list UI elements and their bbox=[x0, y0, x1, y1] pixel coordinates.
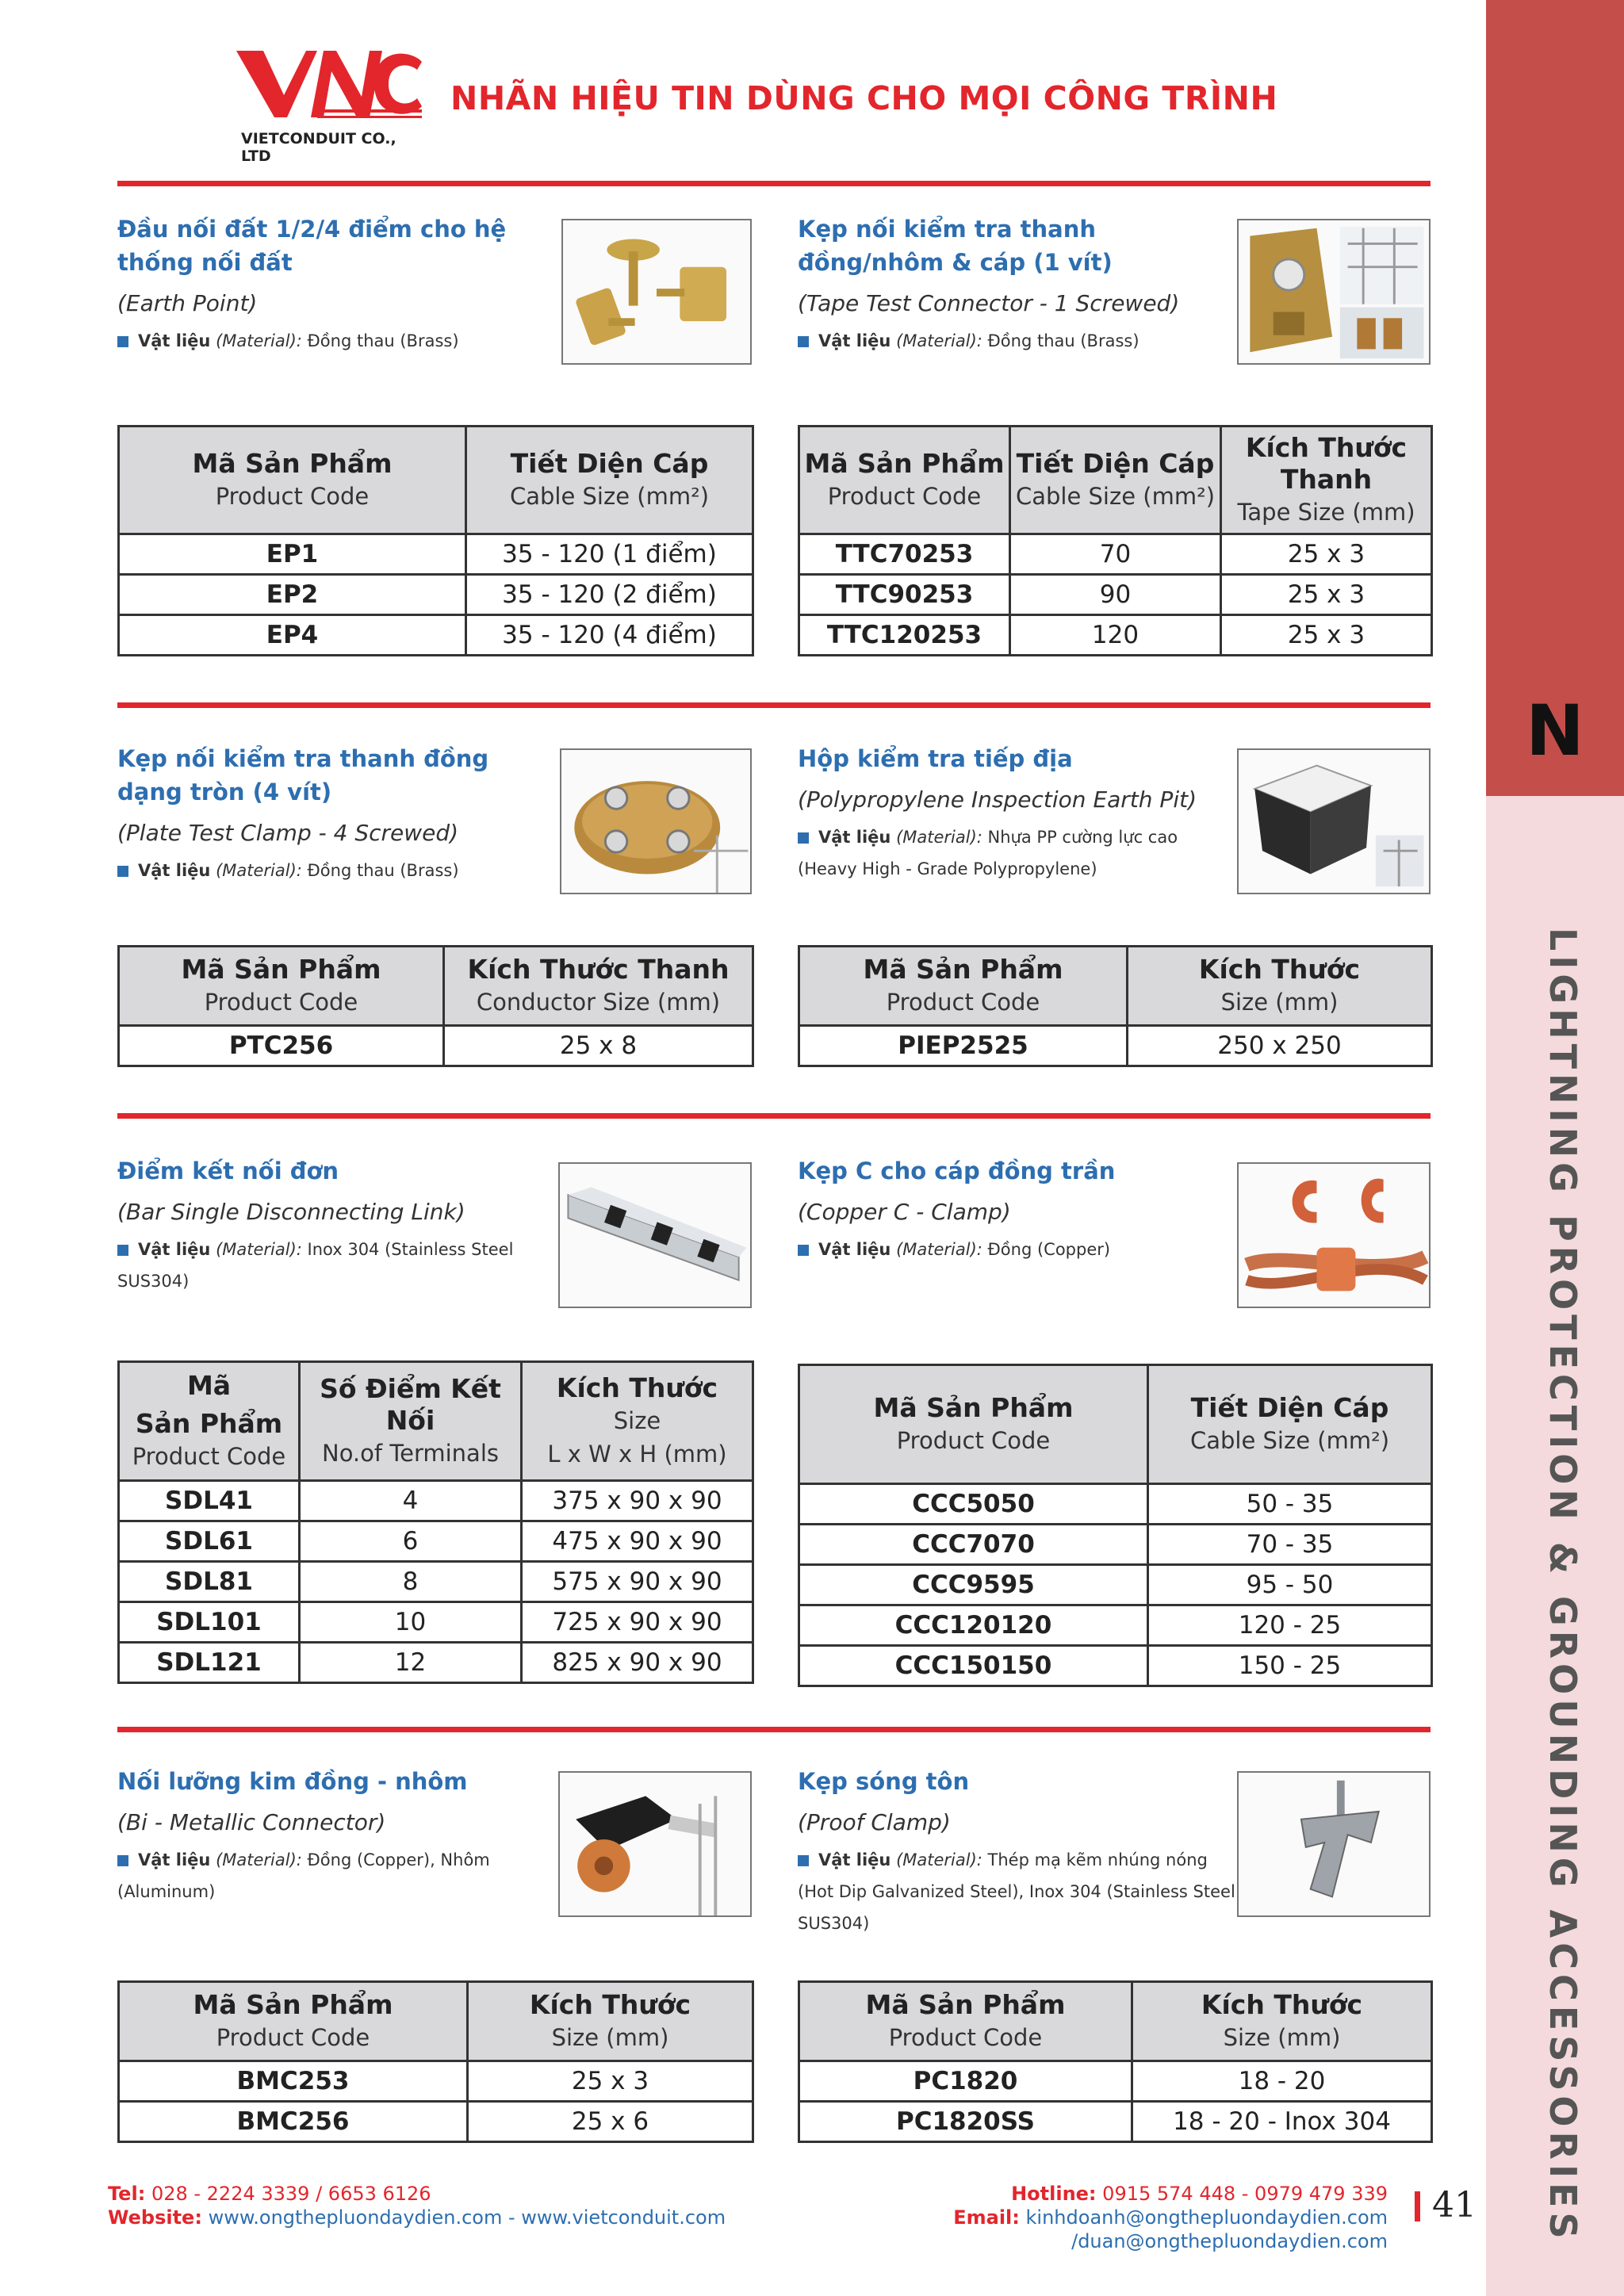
section-tab bbox=[1486, 0, 1624, 796]
footer-contact-left bbox=[108, 2182, 726, 2229]
column-header: Tiết Diện Cáp Cable Size (mm²) bbox=[466, 427, 753, 534]
product-image-bi-metallic-connector bbox=[558, 1771, 752, 1917]
table-row: CCC9595 95 - 50 bbox=[799, 1565, 1432, 1605]
page-tagline: NHÃN HIỆU TIN DÙNG CHO MỌI CÔNG TRÌNH bbox=[450, 79, 1278, 117]
column-header: Mã Sản Phẩm Product Code bbox=[799, 947, 1128, 1026]
product-image-proof-clamp bbox=[1237, 1771, 1431, 1917]
table-row: TTC90253 90 25 x 3 bbox=[799, 575, 1432, 615]
table-row: PTC256 25 x 8 bbox=[119, 1026, 753, 1066]
product-bi-metallic-connector bbox=[117, 1765, 561, 1908]
earth-pit-table bbox=[798, 945, 1433, 1067]
product-material: Vật liệu (Material): Đồng thau (Brass) bbox=[798, 325, 1242, 357]
product-title: Nối lưỡng kim đồng - nhôm bbox=[117, 1768, 468, 1795]
bullet-icon bbox=[798, 1855, 809, 1866]
bullet-icon bbox=[117, 1855, 128, 1866]
product-material-detail: (Hot Dip Galvanized Steel), Inox 304 (Stainless Steel bbox=[798, 1882, 1235, 1901]
product-material-detail: SUS304) bbox=[798, 1914, 870, 1933]
product-title: Kẹp sóng tôn bbox=[798, 1768, 970, 1795]
table-row: SDL101 10 725 x 90 x 90 bbox=[119, 1602, 753, 1643]
product-material: Vật liệu (Material): Đồng thau (Brass) bbox=[117, 325, 561, 357]
product-english-name: (Copper C - Clamp) bbox=[798, 1199, 1011, 1225]
bullet-icon bbox=[798, 832, 809, 844]
table-row: SDL61 6 475 x 90 x 90 bbox=[119, 1521, 753, 1562]
product-title: Kẹp nối kiểm tra thanh đồng dạng tròn (4 vít) bbox=[117, 745, 489, 806]
table-row: EP1 35 - 120 (1 điểm) bbox=[119, 534, 753, 575]
product-material: Vật liệu (Material): Đồng (Copper), Nhôm (Aluminum) bbox=[117, 1850, 490, 1901]
divider bbox=[117, 702, 1431, 708]
bullet-icon bbox=[117, 866, 128, 877]
footer-email: Email: kinhdoanh@ongthepluondaydien.com /duan@ongthepluondaydien.com bbox=[953, 2206, 1388, 2252]
column-header: Kích Thước Thanh Conductor Size (mm) bbox=[444, 947, 753, 1026]
table-row: CCC150150 150 - 25 bbox=[799, 1646, 1432, 1686]
product-earth-point bbox=[117, 212, 561, 357]
table-row: CCC120120 120 - 25 bbox=[799, 1605, 1432, 1646]
vnc-logo-icon bbox=[235, 46, 425, 124]
product-disconnecting-link bbox=[117, 1154, 561, 1297]
product-material: Vật liệu (Material): Thép mạ kẽm nhúng nóng bbox=[798, 1844, 1242, 1876]
footer-hotline: Hotline: 0915 574 448 - 0979 479 339 bbox=[1011, 2183, 1388, 2205]
product-title: Kẹp nối kiểm tra thanh đồng/nhôm & cáp (1 vít) bbox=[798, 216, 1113, 276]
table-row: PIEP2525 250 x 250 bbox=[799, 1026, 1432, 1066]
product-plate-test-clamp bbox=[117, 742, 561, 886]
table-row: TTC120253 120 25 x 3 bbox=[799, 615, 1432, 656]
product-title: Đầu nối đất 1/2/4 điểm cho hệ thống nối đất bbox=[117, 216, 507, 276]
table-row: EP2 35 - 120 (2 điểm) bbox=[119, 575, 753, 615]
bullet-icon bbox=[798, 336, 809, 347]
table-row: SDL121 12 825 x 90 x 90 bbox=[119, 1643, 753, 1683]
page-number-bar bbox=[1415, 2191, 1420, 2221]
product-material-detail: (Heavy High - Grade Polypropylene) bbox=[798, 859, 1097, 878]
website-link[interactable]: www.ongthepluondaydien.com - www.vietconduit.com bbox=[208, 2206, 726, 2229]
footer-tel: Tel: 028 - 2224 3339 / 6653 6126 bbox=[108, 2183, 431, 2205]
table-row: SDL81 8 575 x 90 x 90 bbox=[119, 1562, 753, 1602]
table-row: BMC253 25 x 3 bbox=[119, 2061, 753, 2102]
product-title: Điểm kết nối đơn bbox=[117, 1158, 339, 1184]
column-header: Mã Sản Phẩm Product Code bbox=[119, 947, 444, 1026]
column-header: Mã Sản Phẩm Product Code bbox=[799, 1365, 1148, 1484]
bullet-icon bbox=[117, 1245, 128, 1256]
product-proof-clamp bbox=[798, 1765, 1242, 1939]
table-row: EP4 35 - 120 (4 điểm) bbox=[119, 615, 753, 656]
email-link[interactable]: kinhdoanh@ongthepluondaydien.com /duan@ongthepluondaydien.com bbox=[1025, 2206, 1388, 2252]
bullet-icon bbox=[798, 1245, 809, 1256]
bi-metallic-connector-table bbox=[117, 1980, 754, 2143]
tape-test-connector-table bbox=[798, 425, 1433, 656]
divider bbox=[117, 181, 1431, 186]
divider bbox=[117, 1727, 1431, 1732]
footer-contact-right bbox=[704, 2182, 1388, 2253]
column-header: Tiết Diện Cáp Cable Size (mm²) bbox=[1148, 1365, 1432, 1484]
product-material: Vật liệu (Material): Nhựa PP cường lực cao bbox=[798, 821, 1242, 853]
plate-test-clamp-table bbox=[117, 945, 754, 1067]
product-copper-c-clamp bbox=[798, 1154, 1242, 1265]
proof-clamp-table bbox=[798, 1980, 1433, 2143]
column-header: Tiết Diện Cáp Cable Size (mm²) bbox=[1010, 427, 1221, 534]
table-row: PC1820 18 - 20 bbox=[799, 2061, 1432, 2102]
earth-point-table bbox=[117, 425, 754, 656]
column-header: Mã Sản Phẩm Product Code bbox=[119, 427, 466, 534]
column-header: Mã Sản Phẩm Product Code bbox=[799, 427, 1010, 534]
product-inspection-earth-pit bbox=[798, 742, 1242, 885]
product-english-name: (Plate Test Clamp - 4 Screwed) bbox=[117, 820, 459, 846]
column-header: Kích Thước Thanh Tape Size (mm) bbox=[1221, 427, 1432, 534]
product-english-name: (Polypropylene Inspection Earth Pit) bbox=[798, 786, 1197, 813]
product-image-earth-point bbox=[561, 219, 752, 365]
product-image-plate-test-clamp bbox=[560, 748, 752, 894]
product-english-name: (Earth Point) bbox=[117, 290, 258, 316]
table-row: BMC256 25 x 6 bbox=[119, 2102, 753, 2142]
product-material: Vật liệu (Material): Đồng thau (Brass) bbox=[117, 855, 561, 886]
company-logo bbox=[235, 46, 425, 165]
product-image-tape-test-connector bbox=[1237, 219, 1431, 365]
disconnecting-link-table bbox=[117, 1360, 754, 1684]
column-header: Mã Sản Phẩm Product Code bbox=[119, 1362, 300, 1481]
product-english-name: (Bar Single Disconnecting Link) bbox=[117, 1199, 465, 1225]
product-english-name: (Bi - Metallic Connector) bbox=[117, 1809, 386, 1835]
product-english-name: (Proof Clamp) bbox=[798, 1809, 951, 1835]
product-image-earth-pit bbox=[1237, 748, 1431, 894]
section-category: LIGHTNING PROTECTION & GROUNDING ACCESSORIES bbox=[1542, 928, 1584, 2244]
footer-website: Website: www.ongthepluondaydien.com - www.vietconduit.com bbox=[108, 2206, 726, 2229]
product-image-copper-c-clamp bbox=[1237, 1162, 1431, 1308]
bullet-icon bbox=[117, 336, 128, 347]
product-title: Kẹp C cho cáp đồng trần bbox=[798, 1158, 1116, 1184]
company-name: VIETCONDUIT CO., LTD bbox=[241, 130, 396, 165]
column-header: Kích Thước Size (mm) bbox=[1128, 947, 1432, 1026]
table-row: SDL41 4 375 x 90 x 90 bbox=[119, 1481, 753, 1521]
product-material: Vật liệu (Material): Đồng (Copper) bbox=[798, 1234, 1242, 1265]
divider bbox=[117, 1113, 1431, 1119]
product-tape-test-connector bbox=[798, 212, 1242, 357]
column-header: Kích Thước Size (mm) bbox=[1132, 1982, 1432, 2061]
column-header: Mã Sản Phẩm Product Code bbox=[119, 1982, 468, 2061]
product-material: Vật liệu (Material): Inox 304 (Stainless Steel SUS304) bbox=[117, 1240, 514, 1291]
product-english-name: (Tape Test Connector - 1 Screwed) bbox=[798, 290, 1180, 316]
table-row: CCC5050 50 - 35 bbox=[799, 1484, 1432, 1525]
page-number: 41 bbox=[1432, 2185, 1477, 2225]
product-title: Hộp kiểm tra tiếp địa bbox=[798, 745, 1073, 772]
copper-c-clamp-table bbox=[798, 1364, 1433, 1687]
table-row: PC1820SS 18 - 20 - Inox 304 bbox=[799, 2102, 1432, 2142]
table-row: TTC70253 70 25 x 3 bbox=[799, 534, 1432, 575]
column-header: Số Điểm Kết Nối No.of Terminals bbox=[300, 1362, 522, 1481]
column-header: Kích Thước Size (mm) bbox=[468, 1982, 753, 2061]
column-header: Mã Sản Phẩm Product Code bbox=[799, 1982, 1132, 2061]
product-image-disconnecting-link bbox=[558, 1162, 752, 1308]
column-header: Kích Thước Size L x W x H (mm) bbox=[522, 1362, 753, 1481]
table-row: CCC7070 70 - 35 bbox=[799, 1525, 1432, 1565]
section-letter: N bbox=[1526, 690, 1584, 771]
